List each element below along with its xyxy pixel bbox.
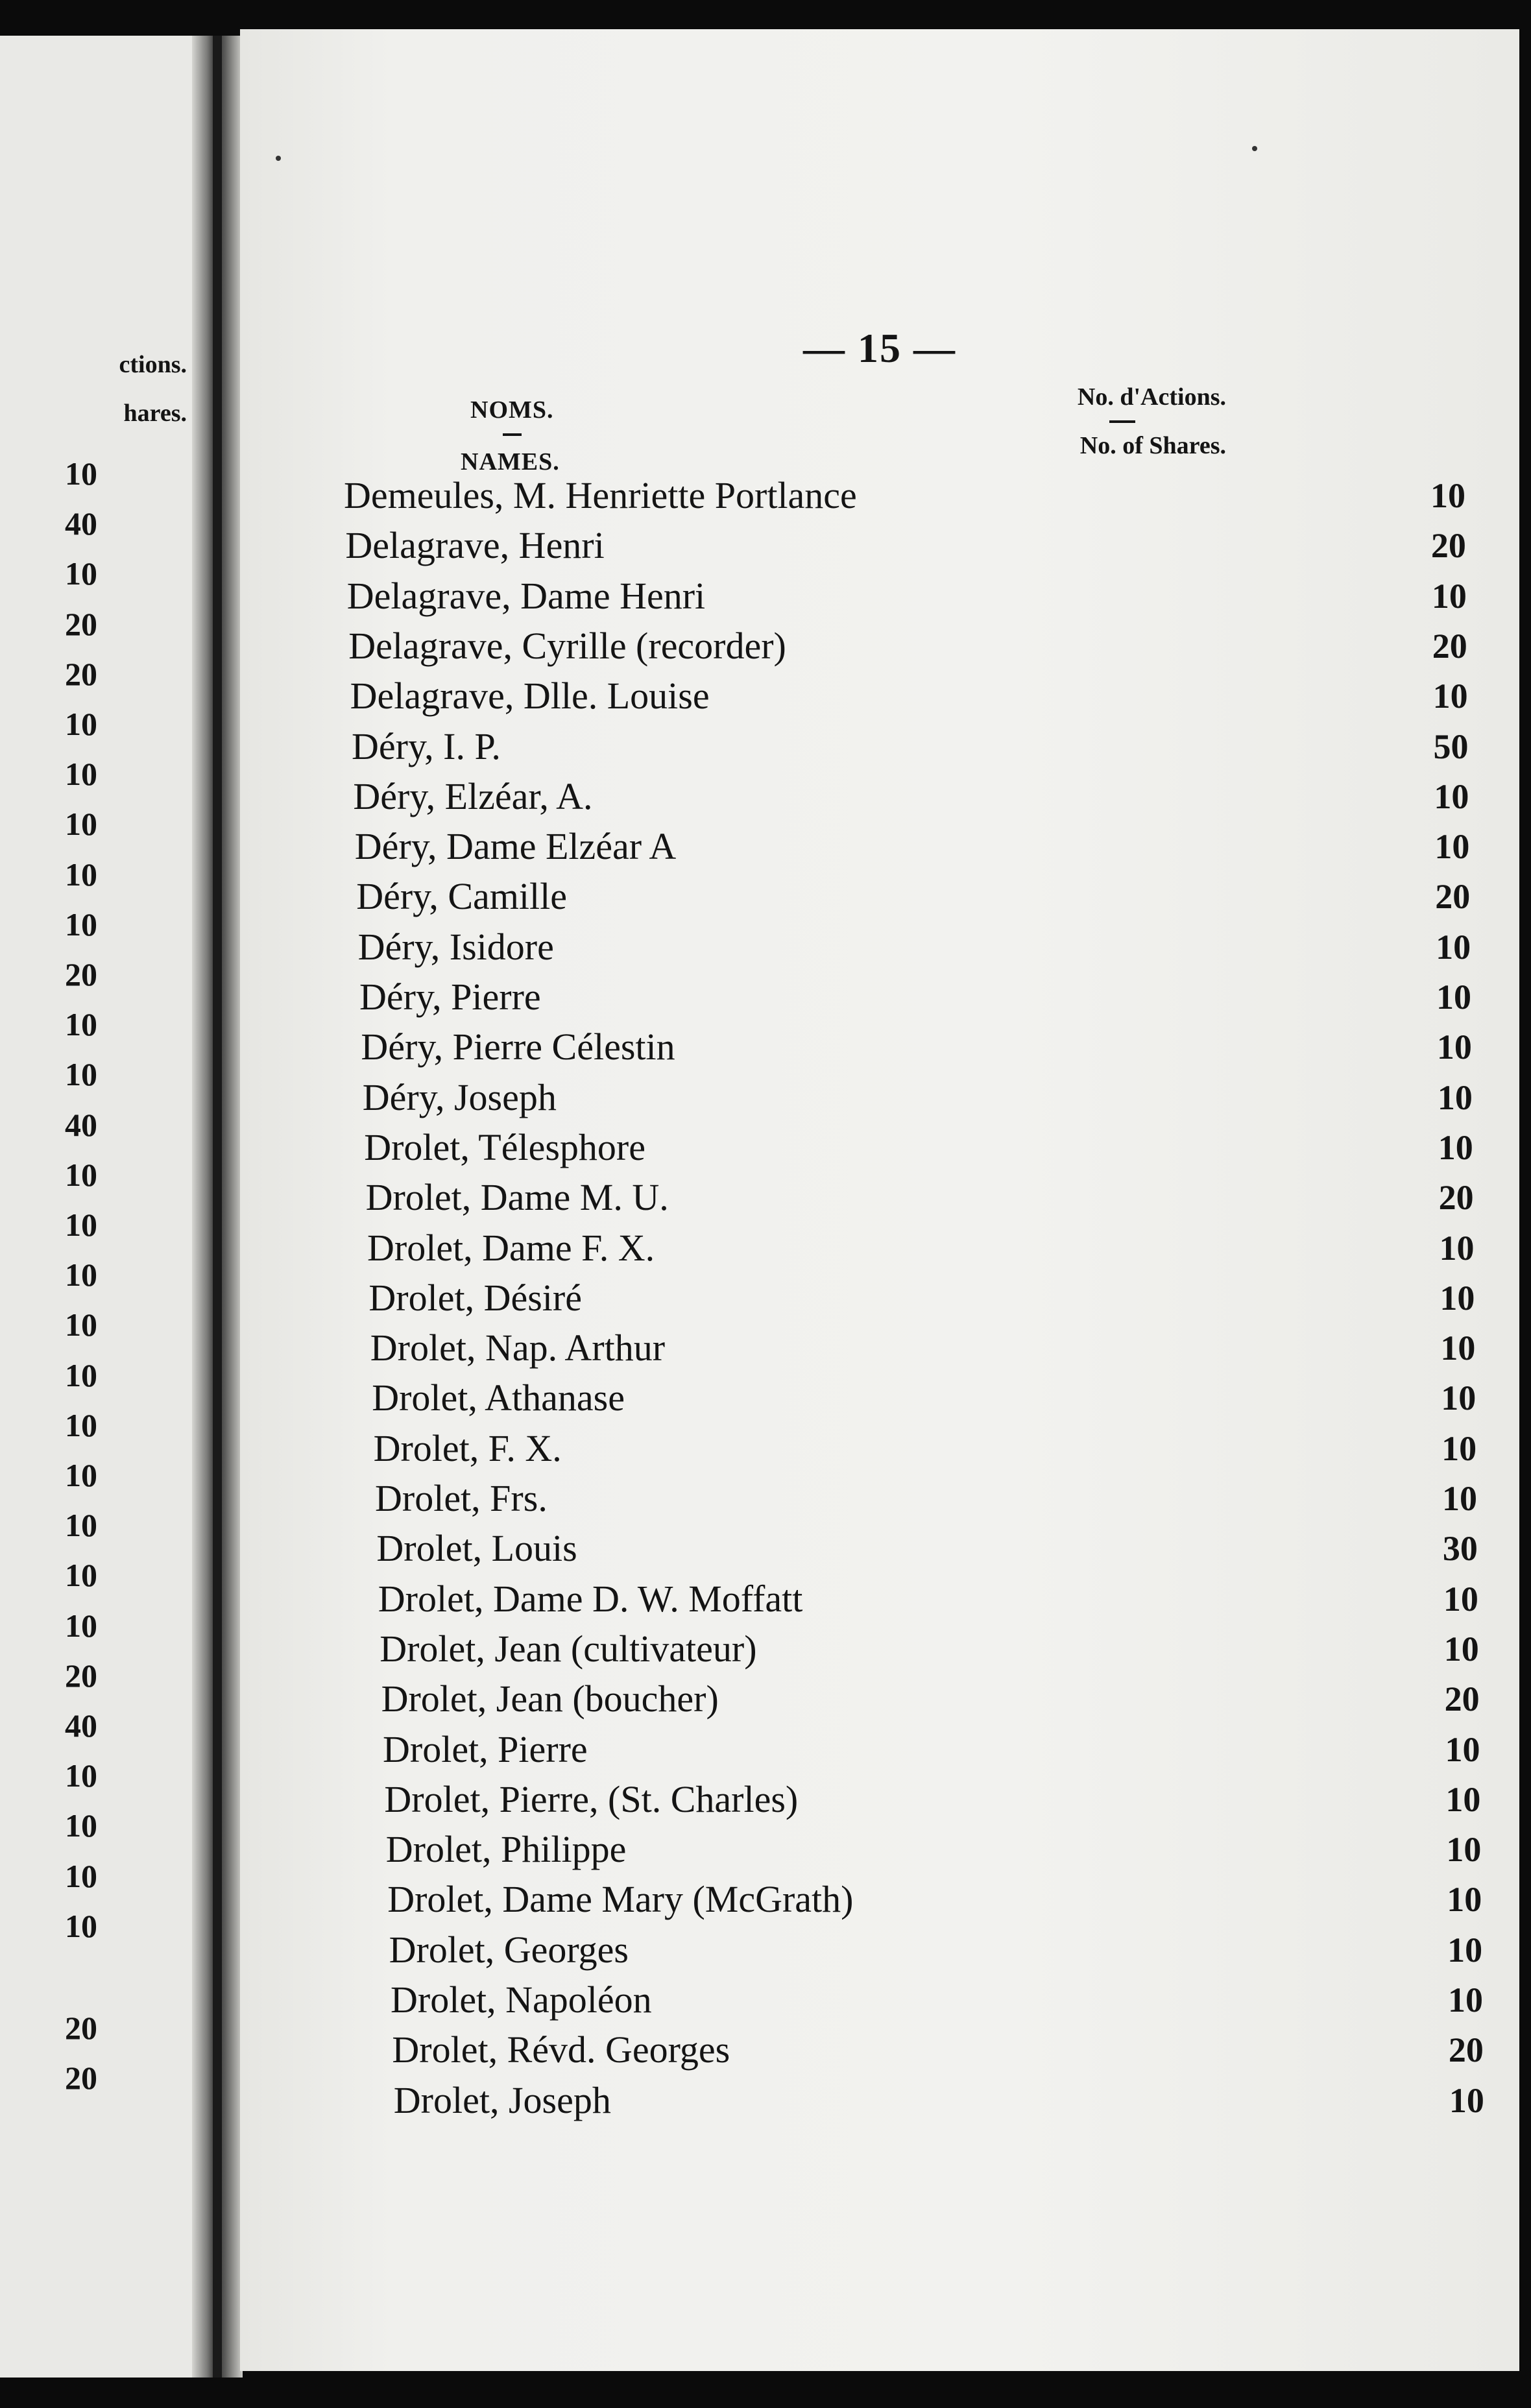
shareholder-row [240, 922, 1519, 972]
shareholder-name: Drolet, Frs. [375, 1477, 548, 1519]
share-count: 20 [1444, 1680, 1480, 1719]
shareholder-name: Drolet, Louis [376, 1527, 577, 1570]
shareholder-row [240, 1072, 1519, 1123]
previous-page-share-value: 20 [65, 956, 97, 993]
shareholder-name: Déry, Joseph [362, 1076, 557, 1118]
previous-page-share-value: 10 [65, 1406, 97, 1443]
shareholder-row [240, 1925, 1519, 1975]
shareholder-row [240, 2025, 1519, 2075]
shareholder-name: Drolet, Dame D. W. Moffatt [378, 1577, 803, 1620]
shareholder-row [240, 1022, 1519, 1072]
shareholder-name: Déry, Camille [356, 875, 567, 918]
previous-page-share-value: 10 [65, 1056, 97, 1093]
previous-page-share-value: 10 [65, 1757, 97, 1794]
share-count: 10 [1437, 1078, 1473, 1117]
shareholder-row [240, 1574, 1519, 1624]
share-count: 50 [1433, 727, 1469, 766]
shareholder-row [240, 972, 1519, 1022]
previous-page-share-column [0, 36, 195, 2378]
ink-speck [276, 156, 281, 161]
previous-page-share-value: 10 [65, 1156, 97, 1193]
shareholder-name: Drolet, Athanase [372, 1377, 625, 1419]
share-count: 10 [1441, 1428, 1477, 1468]
shareholder-name: Drolet, Télesphore [364, 1126, 645, 1168]
previous-page-header-line1: ctions. [119, 351, 187, 378]
shareholder-name: Drolet, Désiré [368, 1276, 582, 1319]
share-count: 10 [1436, 927, 1471, 967]
shareholder-row [240, 1824, 1519, 1875]
previous-page-share-value: 40 [65, 1106, 97, 1143]
share-count: 10 [1434, 777, 1469, 816]
share-count: 10 [1448, 1981, 1483, 2019]
shareholder-name: Drolet, Joseph [393, 2078, 611, 2121]
shareholder-name: Déry, I. P. [352, 725, 501, 767]
share-count: 10 [1440, 1278, 1475, 1318]
shareholder-name: Déry, Elzéar, A. [353, 775, 593, 817]
share-count: 10 [1443, 1629, 1479, 1668]
previous-page-share-value: 10 [65, 1907, 97, 1944]
names-header-french: NOMS. [470, 396, 554, 424]
share-count: 30 [1442, 1529, 1478, 1569]
shareholder-name: Delagrave, Dame Henri [346, 574, 706, 617]
shareholder-name: Déry, Isidore [357, 925, 554, 968]
share-count: 10 [1436, 1028, 1472, 1067]
shareholder-row [240, 571, 1519, 621]
previous-page-share-value: 20 [65, 2010, 97, 2046]
previous-page-share-value: 10 [65, 906, 97, 943]
previous-page-strip [0, 36, 195, 2378]
shareholder-name: Demeules, M. Henriette Portlance [344, 474, 857, 516]
shareholder-name: Drolet, Georges [389, 1928, 629, 1971]
share-count: 10 [1438, 1127, 1473, 1167]
share-count: 20 [1438, 1178, 1474, 1218]
shareholder-name: Drolet, Pierre, (St. Charles) [384, 1777, 799, 1820]
shareholder-name: Drolet, Philippe [385, 1828, 627, 1871]
share-count: 20 [1435, 877, 1471, 917]
shareholder-name: Drolet, Nap. Arthur [370, 1327, 666, 1369]
share-count: 10 [1434, 827, 1470, 867]
share-count: 10 [1431, 576, 1467, 616]
previous-page-share-value: 20 [65, 655, 97, 692]
shareholder-name: Delagrave, Dlle. Louise [350, 675, 710, 717]
previous-page-share-value: 10 [65, 706, 97, 742]
shareholder-row [240, 1523, 1519, 1574]
shareholder-row [240, 771, 1519, 822]
ink-speck [1252, 146, 1257, 151]
page-15 [240, 29, 1519, 2371]
shareholder-row [240, 1423, 1519, 1474]
shareholder-name: Drolet, Dame Mary (McGrath) [387, 1878, 854, 1921]
shareholder-row [240, 2075, 1519, 2126]
shareholder-row [240, 1624, 1519, 1674]
previous-page-share-value: 40 [65, 1707, 97, 1744]
previous-page-share-value: 10 [65, 856, 97, 893]
share-count: 10 [1445, 1779, 1481, 1819]
shareholder-name: Delagrave, Cyrille (recorder) [348, 624, 786, 667]
shareholder-row [240, 1473, 1519, 1524]
share-count: 10 [1446, 1830, 1482, 1870]
shareholder-row [240, 621, 1519, 671]
shareholder-row [240, 1674, 1519, 1724]
shareholder-name: Déry, Pierre Célestin [361, 1026, 675, 1068]
previous-page-share-value: 10 [65, 1557, 97, 1594]
shareholder-name: Drolet, Napoléon [391, 1979, 652, 2021]
previous-page-share-value: 10 [65, 1356, 97, 1393]
shareholder-row [240, 871, 1519, 922]
previous-page-share-value: 10 [65, 1607, 97, 1644]
share-count: 20 [1432, 626, 1467, 666]
previous-page-share-value: 10 [65, 1306, 97, 1343]
previous-page-share-value: 20 [65, 1657, 97, 1694]
previous-page-share-value: 20 [65, 605, 97, 642]
shareholder-row [240, 520, 1519, 571]
previous-page-share-value: 10 [65, 756, 97, 793]
shares-header-french: No. d'Actions. [928, 383, 1226, 411]
previous-page-share-value: 10 [65, 1857, 97, 1894]
share-count: 10 [1430, 476, 1465, 515]
shares-header-english: No. of Shares. [1079, 432, 1226, 459]
names-header-english: NAMES. [461, 448, 560, 476]
share-count: 10 [1432, 677, 1468, 716]
shareholder-name: Delagrave, Henri [345, 524, 605, 567]
share-count: 10 [1442, 1479, 1477, 1518]
shareholder-name: Drolet, Pierre [383, 1728, 588, 1770]
shareholder-row [240, 1122, 1519, 1173]
shareholder-name: Drolet, Dame F. X. [367, 1226, 655, 1269]
previous-page-share-value: 10 [65, 555, 97, 592]
shareholder-row [240, 1323, 1519, 1373]
shareholder-name: Déry, Dame Elzéar A [354, 825, 677, 868]
previous-page-header-line2: hares. [123, 400, 187, 427]
shareholder-row [240, 671, 1519, 721]
share-count: 20 [1430, 526, 1466, 566]
binding-fold [213, 36, 222, 2378]
shareholder-name: Drolet, F. X. [373, 1427, 562, 1469]
previous-page-share-value: 10 [65, 1006, 97, 1043]
previous-page-share-value: 20 [65, 2060, 97, 2097]
shareholder-row [240, 821, 1519, 872]
shareholder-name: Drolet, Dame M. U. [365, 1176, 669, 1219]
shareholder-row [240, 470, 1519, 521]
share-count: 10 [1440, 1329, 1476, 1368]
shareholder-row [240, 1223, 1519, 1273]
shareholder-name: Drolet, Jean (cultivateur) [380, 1627, 757, 1670]
shareholder-row [240, 1975, 1519, 2025]
shareholder-row [240, 1724, 1519, 1775]
shareholder-name: Drolet, Révd. Georges [392, 2029, 730, 2071]
share-count: 10 [1447, 1930, 1483, 1969]
shareholder-row [240, 1774, 1519, 1825]
page-number: — 15 — [803, 325, 956, 371]
shareholder-row [240, 1874, 1519, 1925]
share-count: 10 [1441, 1379, 1477, 1418]
shareholder-row [240, 721, 1519, 772]
previous-page-share-value: 10 [65, 455, 97, 492]
share-count: 10 [1436, 978, 1471, 1017]
share-count: 20 [1448, 2030, 1484, 2070]
previous-page-share-value: 10 [65, 1457, 97, 1493]
share-count: 10 [1447, 1880, 1482, 1920]
shareholder-list [240, 29, 1519, 2371]
previous-page-share-value: 10 [65, 1507, 97, 1544]
previous-page-share-value: 10 [65, 1207, 97, 1243]
previous-page-share-value: 10 [65, 1807, 97, 1844]
share-count: 10 [1439, 1228, 1475, 1268]
shareholder-row [240, 1273, 1519, 1323]
shareholder-name: Drolet, Jean (boucher) [381, 1678, 719, 1720]
shareholder-row [240, 1373, 1519, 1423]
share-count: 10 [1449, 2080, 1484, 2120]
previous-page-share-value: 10 [65, 806, 97, 843]
share-count: 10 [1445, 1729, 1480, 1769]
shareholder-row [240, 1172, 1519, 1223]
previous-page-share-value: 40 [65, 505, 97, 542]
share-count: 10 [1443, 1579, 1478, 1619]
shareholder-name: Déry, Pierre [359, 976, 541, 1018]
previous-page-share-value: 10 [65, 1257, 97, 1294]
